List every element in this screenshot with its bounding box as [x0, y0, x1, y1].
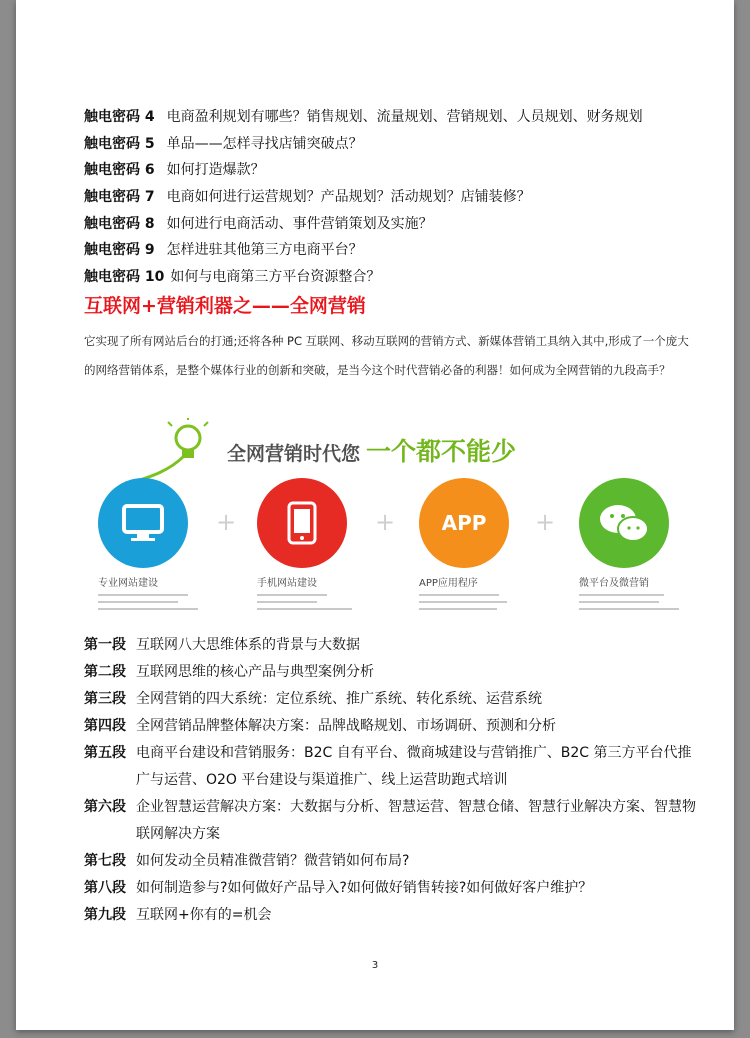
- segment-text: 如何发动全员精准微营销？微营销如何布局?: [136, 853, 410, 869]
- segment-key: 第五段: [84, 745, 126, 761]
- list-item: [84, 659, 696, 686]
- plus-icon: +: [535, 508, 556, 536]
- segment-key: 第八段: [84, 880, 126, 896]
- service-item-mobile: [257, 478, 377, 589]
- fine-print: [419, 594, 529, 615]
- list-item: [84, 794, 696, 848]
- list-item: [84, 263, 704, 290]
- service-label: 微平台及微营销: [579, 578, 649, 589]
- segment-key: 第四段: [84, 718, 126, 734]
- list-item: [84, 848, 696, 875]
- segment-key: 第六段: [84, 799, 126, 815]
- item-text: 如何与电商第三方平台资源整合？: [170, 268, 381, 285]
- intro-paragraph: 它实现了所有网站后台的打通;还将各种 PC 互联网、移动互联网的营销方式、新媒体营销工具纳入其中,形成了一个庞大的网络营销体系，是整个媒体行业的创新和突破，是当今这个时代营销必备的利器！如何成为全网营销的九段高手？: [84, 334, 689, 377]
- item-text: 单品——怎样寻找店铺突破点？: [166, 135, 363, 152]
- list-item: [84, 740, 696, 794]
- item-key: 触电密码 7: [84, 189, 155, 206]
- plus-icon: +: [375, 508, 396, 536]
- segment-text: 互联网+你有的=机会: [136, 907, 272, 923]
- mobile-phone-icon: [257, 478, 347, 568]
- app-icon-text: APP: [441, 511, 487, 535]
- banner-heading: [227, 432, 516, 468]
- banner-heading-gray: 全网营销时代您: [227, 443, 361, 465]
- segment-text: 全网营销品牌整体解决方案：品牌战略规划、市场调研、预测和分析: [136, 718, 556, 734]
- list-item: [84, 209, 704, 236]
- list-item: [84, 632, 696, 659]
- service-item-website: [98, 478, 218, 589]
- monitor-icon: [98, 478, 188, 568]
- segment-text: 互联网八大思维体系的背景与大数据: [136, 637, 360, 653]
- lightbulb-icon: [168, 418, 208, 458]
- marketing-banner: [82, 418, 682, 628]
- service-item-wechat: [579, 478, 699, 589]
- fine-print: [257, 594, 367, 615]
- segment-key: 第三段: [84, 691, 126, 707]
- banner-heading-green: 一个都不能少: [366, 437, 517, 466]
- segment-text: 如何制造参与?如何做好产品导入?如何做好销售转接?如何做好客户维护？: [136, 880, 593, 896]
- item-text: 如何打造爆款？: [166, 162, 265, 179]
- segment-key: 第七段: [84, 853, 126, 869]
- item-key: 触电密码 8: [84, 215, 155, 232]
- page-number: 3: [371, 960, 379, 971]
- segment-key: 第二段: [84, 664, 126, 680]
- list-item: [84, 156, 704, 183]
- segment-key: 第九段: [84, 907, 126, 923]
- item-key: 触电密码 4: [84, 109, 155, 126]
- service-label: 手机网站建设: [257, 578, 317, 589]
- item-text: 电商如何进行运营规划？产品规划？活动规划？店铺装修？: [166, 189, 531, 206]
- item-key: 触电密码 5: [84, 135, 155, 152]
- segment-text: 企业智慧运营解决方案：大数据与分析、智慧运营、智慧仓储、智慧行业解决方案、智慧物联网解决方案: [136, 799, 696, 842]
- list-item: [84, 902, 696, 929]
- list-item: [84, 130, 704, 157]
- item-key: 触电密码 6: [84, 162, 155, 179]
- fine-print: [98, 594, 208, 615]
- list-item: [84, 686, 696, 713]
- plus-icon: +: [216, 508, 237, 536]
- segment-key: 第一段: [84, 637, 126, 653]
- wechat-icon: [579, 478, 669, 568]
- list-item: [84, 236, 704, 263]
- segment-list: [84, 632, 696, 929]
- document-page: [16, 0, 734, 1030]
- service-label: APP应用程序: [419, 578, 478, 589]
- list-item: [84, 183, 704, 210]
- list-item: [84, 103, 704, 130]
- list-item: [84, 713, 696, 740]
- code-list: [84, 103, 704, 289]
- app-icon: [419, 478, 509, 568]
- section-title: 互联网+营销利器之——全网营销: [84, 295, 366, 317]
- segment-text: 互联网思维的核心产品与典型案例分析: [136, 664, 374, 680]
- list-item: [84, 875, 696, 902]
- segment-text: 电商平台建设和营销服务：B2C 自有平台、微商城建设与营销推广、B2C 第三方平台代推广与运营、O2O 平台建设与渠道推广、线上运营助跑式培训: [136, 745, 692, 788]
- segment-text: 全网营销的四大系统：定位系统、推广系统、转化系统、运营系统: [136, 691, 542, 707]
- item-text: 电商盈利规划有哪些？销售规划、流量规划、营销规划、人员规划、财务规划: [166, 109, 643, 126]
- item-key: 触电密码 9: [84, 242, 155, 259]
- fine-print: [579, 594, 689, 615]
- item-key: 触电密码 10: [84, 268, 165, 285]
- service-item-app: [419, 478, 539, 589]
- item-text: 如何进行电商活动、事件营销策划及实施？: [166, 215, 433, 232]
- item-text: 怎样进驻其他第三方电商平台？: [166, 242, 363, 259]
- service-label: 专业网站建设: [98, 578, 158, 589]
